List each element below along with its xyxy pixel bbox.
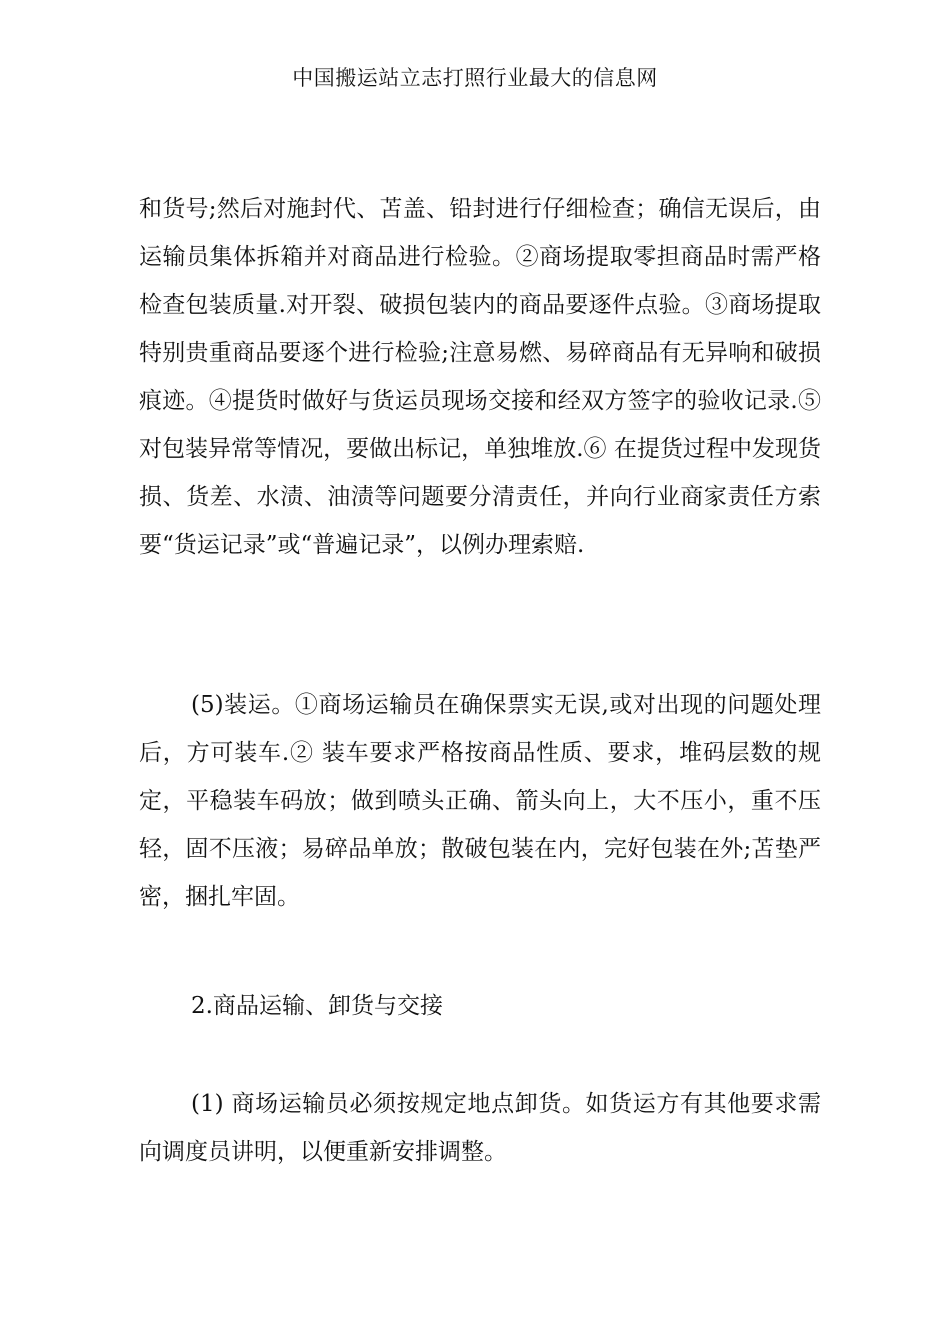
paragraph-loading: (5)装运。①商场运输员在确保票实无误,或对出现的问题处理后，方可装车.② 装车要求严格按商品性质、要求，堆码层数的规定，平稳装车码放；做到喷头正确、箭头向上，大不压小，重不压轻，固不压液；易碎品单放；散破包装在内，完好包装在外;苫垫严密，捆扎牢固。 (139, 692, 821, 910)
paragraph-unloading: (1) 商场运输员必须按规定地点卸货。如货运方有其他要求需向调度员讲明，以便重新安排调整。 (139, 1091, 821, 1165)
paragraph-inspection: 和货号;然后对施封代、苫盖、铅封进行仔细检查；确信无误后，由运输员集体拆箱并对商品进行检验。②商场提取零担商品时需严格检查包装质量.对开裂、破损包装内的商品要逐件点验。③商场提取特别贵重商品要逐个进行检验;注意易燃、易碎商品有无异响和破损痕迹。④提货时做好与货运员现场交接和经双方签字的验收记录.⑤ 对包装异常等情况，要做出标记，单独堆放.⑥ 在提货过程中发现货损、货差、水渍、油渍等问题要分清责任，并向行业商家责任方索要“货运记录”或“普遍记录”，以例办理索赔. (139, 196, 821, 558)
page-header-title: 中国搬运站立志打照行业最大的信息网 (292, 66, 658, 90)
section-heading-transport: 2.商品运输、卸货与交接 (191, 993, 443, 1019)
